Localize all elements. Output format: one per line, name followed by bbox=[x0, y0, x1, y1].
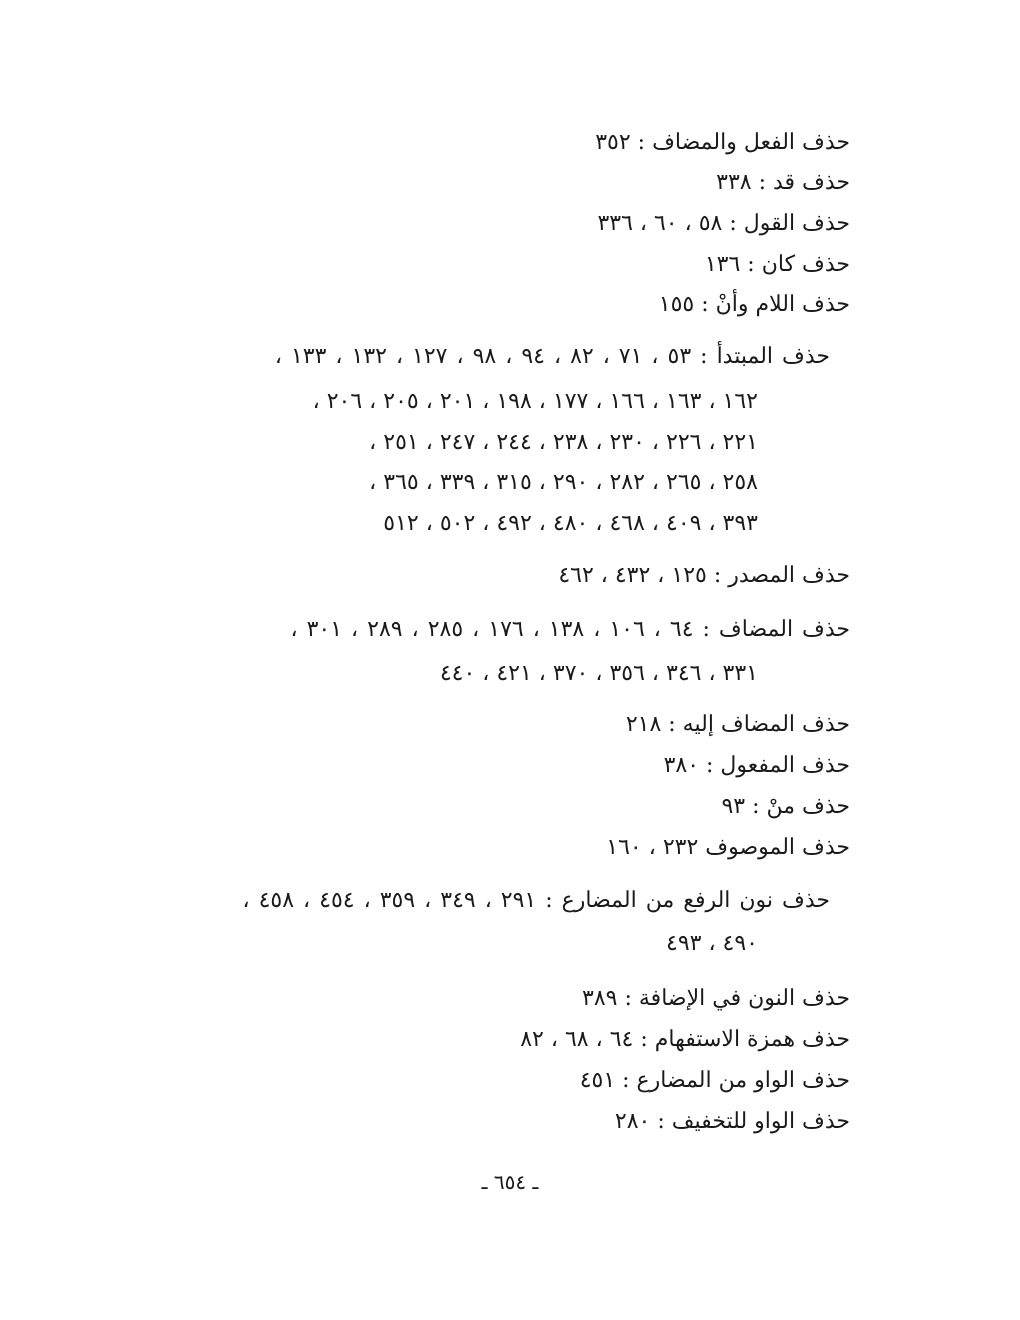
index-entry: حذف النون في الإضافة : ٣٨٩ bbox=[582, 986, 850, 1011]
index-entry: حذف نون الرفع من المضارع : ٢٩١ ، ٣٤٩ ، ٣٥٩ ، ٤٥٤ ، ٤٥٨ ، bbox=[242, 888, 830, 913]
index-entry: حذف المضاف : ٦٤ ، ١٠٦ ، ١٣٨ ، ١٧٦ ، ٢٨٥ ، ٢٨٩ ، ٣٠١ ، bbox=[290, 617, 850, 642]
index-entry: حذف المبتدأ : ٥٣ ، ٧١ ، ٨٢ ، ٩٤ ، ٩٨ ، ١٢٧ ، ١٣٢ ، ١٣٣ ، bbox=[274, 344, 830, 369]
index-entry: حذف الواو للتخفيف : ٢٨٠ bbox=[614, 1109, 850, 1134]
index-entry: حذف كان : ١٣٦ bbox=[704, 252, 850, 277]
index-entry-continuation: ١٦٢ ، ١٦٣ ، ١٦٦ ، ١٧٧ ، ١٩٨ ، ٢٠١ ، ٢٠٥ ، ٢٠٦ ، bbox=[312, 389, 758, 414]
index-entry: حذف الموصوف ٢٣٢ ، ١٦٠ bbox=[606, 835, 850, 860]
index-entry: حذف همزة الاستفهام : ٦٤ ، ٦٨ ، ٨٢ bbox=[520, 1027, 850, 1052]
index-entry: حذف القول : ٥٨ ، ٦٠ ، ٣٣٦ bbox=[597, 211, 850, 236]
index-entry-continuation: ٣٩٣ ، ٤٠٩ ، ٤٦٨ ، ٤٨٠ ، ٤٩٢ ، ٥٠٢ ، ٥١٢ bbox=[383, 511, 758, 536]
index-entry: حذف قد : ٣٣٨ bbox=[716, 170, 850, 195]
index-entry: حذف منْ : ٩٣ bbox=[721, 794, 850, 819]
index-entry: حذف المضاف إليه : ٢١٨ bbox=[625, 712, 850, 737]
index-entry: حذف المصدر : ١٢٥ ، ٤٣٢ ، ٤٦٢ bbox=[558, 563, 850, 588]
index-entry: حذف المفعول : ٣٨٠ bbox=[663, 753, 850, 778]
index-entry: حذف الفعل والمضاف : ٣٥٢ bbox=[595, 130, 850, 155]
index-entry: حذف اللام وأنْ : ١٥٥ bbox=[658, 292, 850, 317]
index-entry-continuation: ٤٩٠ ، ٤٩٣ bbox=[666, 931, 758, 956]
index-entry: حذف الواو من المضارع : ٤٥١ bbox=[579, 1068, 850, 1093]
index-entry-continuation: ٢٢١ ، ٢٢٦ ، ٢٣٠ ، ٢٣٨ ، ٢٤٤ ، ٢٤٧ ، ٢٥١ ، bbox=[369, 430, 758, 455]
index-entry-continuation: ٢٥٨ ، ٢٦٥ ، ٢٨٢ ، ٢٩٠ ، ٣١٥ ، ٣٣٩ ، ٣٦٥ ، bbox=[369, 470, 758, 495]
page-number: ـ ٦٥٤ ـ bbox=[481, 1170, 539, 1194]
index-entry-continuation: ٣٣١ ، ٣٤٦ ، ٣٥٦ ، ٣٧٠ ، ٤٢١ ، ٤٤٠ bbox=[439, 661, 758, 686]
